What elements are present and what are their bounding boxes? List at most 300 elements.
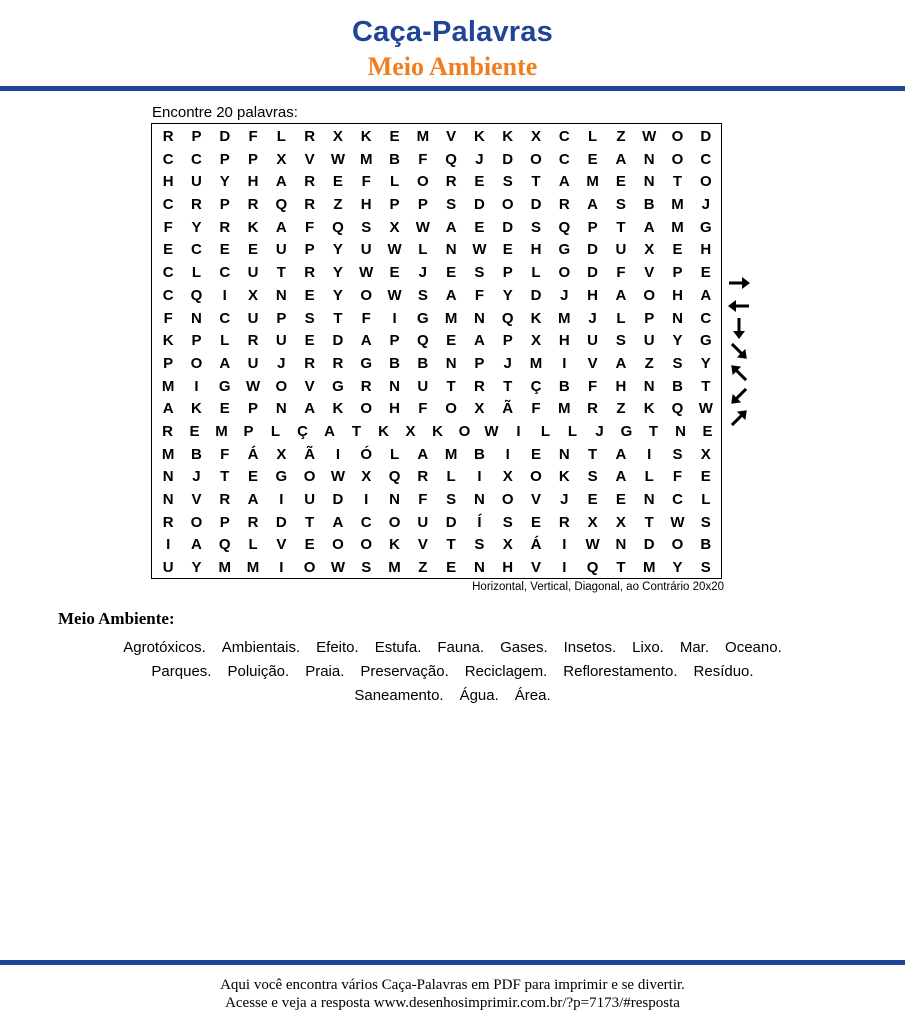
grid-cell: G <box>620 422 633 440</box>
grid-cell: I <box>222 286 227 304</box>
grid-cell: E <box>304 536 315 554</box>
grid-cell: A <box>275 218 287 236</box>
grid-cell: H <box>162 173 174 191</box>
grid-row <box>152 489 721 512</box>
grid-cell: S <box>531 218 542 236</box>
grid-cell: M <box>642 559 656 577</box>
grid-cell: W <box>245 377 261 395</box>
grid-cell: J <box>560 491 569 508</box>
grid-cell: U <box>615 241 627 259</box>
grid-cell: P <box>276 309 287 327</box>
grid-cell: N <box>275 400 287 418</box>
grid-cell: X <box>276 445 287 463</box>
grid-cell: E <box>700 264 711 282</box>
grid-cell: L <box>389 173 400 191</box>
grid-cell: N <box>389 377 400 395</box>
grid-cell: F <box>588 377 598 395</box>
grid-cell: D <box>587 241 599 259</box>
grid-cell: Ç <box>530 377 542 395</box>
grid-cell: Q <box>332 218 344 236</box>
grid-cell: O <box>332 536 344 554</box>
grid-cell: R <box>417 468 429 486</box>
grid-cell: P <box>417 196 428 214</box>
grid-cell: Z <box>418 559 428 577</box>
grid-cell: P <box>502 332 513 350</box>
grid-cell: E <box>446 332 457 350</box>
grid-cell: T <box>305 513 315 531</box>
grid-cell: R <box>162 513 174 531</box>
grid-cell: B <box>700 536 712 554</box>
grid-cell: A <box>324 422 335 440</box>
grid-row <box>152 194 721 217</box>
grid-cell: O <box>558 264 571 282</box>
grid-cell: J <box>418 264 427 282</box>
grid-cell: P <box>191 332 202 350</box>
word-list-item: Gases. <box>500 639 548 656</box>
word-list-line <box>40 660 865 684</box>
grid-cell: E <box>700 468 711 486</box>
grid-cell: F <box>248 128 258 145</box>
grid-cell: T <box>333 309 343 327</box>
grid-cell: U <box>275 332 287 350</box>
word-list-item: Estufa. <box>374 639 422 656</box>
grid-cell: J <box>595 422 604 440</box>
grid-cell: Q <box>501 309 514 327</box>
grid-cell: N <box>445 241 457 259</box>
grid-cell: W <box>387 241 402 259</box>
word-list-item: Mar. <box>679 639 710 656</box>
grid-cell: P <box>219 196 230 214</box>
arrow-down-icon <box>726 317 756 340</box>
grid-cell: J <box>277 354 286 372</box>
grid-cell: T <box>648 422 659 440</box>
grid-cell: Ã <box>502 400 514 418</box>
grid-cell: E <box>304 286 315 304</box>
word-list <box>40 636 865 708</box>
grid-cell: W <box>330 559 346 577</box>
grid-cell: L <box>701 491 711 508</box>
grid-cell: E <box>248 468 259 486</box>
grid-cell: E <box>531 445 542 463</box>
grid-cell: X <box>474 400 485 418</box>
grid-cell: M <box>529 354 543 372</box>
arrow-right-icon <box>726 272 756 295</box>
word-search-grid <box>151 123 722 579</box>
grid-cell: F <box>305 218 315 236</box>
grid-cell: H <box>247 173 259 191</box>
grid-cell: E <box>189 422 200 440</box>
grid-cell: T <box>531 173 541 191</box>
grid-cell: G <box>416 309 429 327</box>
grid-cell: N <box>191 309 202 327</box>
grid-cell: S <box>474 536 485 554</box>
grid-cell: K <box>502 128 514 145</box>
grid-cell: P <box>389 332 400 350</box>
grid-cell: M <box>215 422 228 440</box>
grid-cell: D <box>445 513 457 531</box>
grid-cell: R <box>558 513 570 531</box>
grid-cell: Ó <box>360 445 373 463</box>
grid-cell: X <box>361 468 372 486</box>
grid-cell: K <box>432 422 443 440</box>
grid-cell: R <box>587 400 599 418</box>
grid-cell: Q <box>671 400 684 418</box>
grid-cell: M <box>444 445 458 463</box>
grid-cell: Í <box>477 513 482 531</box>
grid-cell: A <box>445 286 457 304</box>
grid-cell: N <box>162 468 174 486</box>
grid-cell: A <box>219 354 231 372</box>
grid-cell: T <box>616 559 626 577</box>
grid-cell: R <box>558 196 570 214</box>
grid-cell: Y <box>672 332 683 350</box>
grid-cell: Q <box>445 150 457 168</box>
grid-cell: Y <box>219 173 230 191</box>
word-list-item: Lixo. <box>632 639 664 656</box>
grid-cell: R <box>191 196 202 214</box>
grid-cell: G <box>699 218 712 236</box>
grid-cell: A <box>332 513 344 531</box>
grid-cell: N <box>615 536 627 554</box>
grid-cell: A <box>615 286 627 304</box>
grid-cell: O <box>303 468 316 486</box>
grid-cell: K <box>643 400 655 418</box>
grid-cell: A <box>162 400 174 418</box>
grid-cell: S <box>700 513 711 531</box>
grid-cell: U <box>643 332 655 350</box>
grid-cell: T <box>503 377 513 395</box>
grid-cell: I <box>194 377 199 395</box>
word-list-item: Parques. <box>151 663 212 680</box>
grid-cell: D <box>530 286 542 304</box>
footer <box>0 976 905 1012</box>
grid-cell: E <box>702 422 713 440</box>
grid-cell: C <box>558 150 570 168</box>
grid-cell: A <box>247 491 259 508</box>
grid-row <box>152 171 721 194</box>
grid-cell: C <box>191 241 202 259</box>
grid-cell: V <box>644 264 655 282</box>
grid-cell: C <box>162 150 174 168</box>
grid-cell: M <box>161 377 175 395</box>
grid-cell: R <box>304 128 316 145</box>
grid-cell: E <box>446 264 457 282</box>
grid-cell: P <box>243 422 254 440</box>
grid-cell: L <box>531 264 541 282</box>
grid-cell: I <box>279 559 284 577</box>
grid-cell: E <box>474 173 485 191</box>
word-list-line <box>40 684 865 708</box>
grid-cell: M <box>218 559 231 577</box>
grid-cell: L <box>276 128 286 145</box>
grid-cell: B <box>417 354 429 372</box>
grid-cell: P <box>389 196 400 214</box>
grid-cell: R <box>304 264 316 282</box>
grid-cell: N <box>275 286 287 304</box>
grid-cell: Z <box>616 128 626 145</box>
grid-cell: E <box>219 400 230 418</box>
grid-cell: W <box>415 218 430 236</box>
grid-cell: L <box>588 128 598 145</box>
grid-cell: L <box>220 332 230 350</box>
grid-cell: D <box>700 128 712 145</box>
word-list-item: Agrotóxicos. <box>123 639 206 656</box>
grid-cell: O <box>416 173 429 191</box>
grid-cell: O <box>671 536 684 554</box>
grid-cell: X <box>531 332 542 350</box>
grid-cell: M <box>586 173 599 191</box>
grid-cell: P <box>248 400 259 418</box>
grid-cell: K <box>558 468 570 486</box>
grid-cell: P <box>672 264 683 282</box>
grid-cell: K <box>389 536 400 554</box>
grid-cell: N <box>389 491 400 508</box>
page-subtitle: Meio Ambiente <box>367 52 538 81</box>
grid-row <box>152 376 721 399</box>
grid-cell: P <box>219 513 230 531</box>
grid-cell: D <box>643 536 655 554</box>
grid-cell: R <box>162 422 173 440</box>
grid-cell: L <box>248 536 258 554</box>
grid-cell: K <box>360 128 372 145</box>
grid-row <box>152 444 721 467</box>
grid-cell: W <box>330 468 346 486</box>
grid-cell: W <box>359 264 374 282</box>
grid-cell: T <box>351 422 362 440</box>
grid-cell: H <box>389 400 400 418</box>
grid-cell: Z <box>333 196 343 214</box>
grid-cell: C <box>191 150 202 168</box>
grid-cell: E <box>163 241 174 259</box>
grid-cell: O <box>530 150 542 168</box>
footer-line-1: Aqui você encontra vários Caça-Palavras em PDF para imprimir e se divertir. <box>220 977 685 993</box>
grid-cell: Q <box>388 468 401 486</box>
grid-cell: J <box>475 150 484 168</box>
grid-cell: M <box>444 309 458 327</box>
grid-cell: L <box>389 445 400 463</box>
grid-cell: X <box>644 241 655 259</box>
grid-cell: P <box>304 241 315 259</box>
grid-cell: E <box>389 264 400 282</box>
grid-cell: M <box>246 559 260 577</box>
grid-cell: U <box>162 559 174 577</box>
grid-cell: T <box>276 264 286 282</box>
grid-cell: F <box>163 218 173 236</box>
grid-cell: R <box>162 128 174 145</box>
grid-row <box>152 285 721 308</box>
grid-cell: V <box>446 128 457 145</box>
grid-cell: Y <box>502 286 513 304</box>
grid-cell: K <box>378 422 389 440</box>
grid-cell: W <box>670 513 685 531</box>
grid-cell: U <box>360 241 372 259</box>
grid-cell: D <box>502 218 514 236</box>
grid-cell: O <box>445 400 457 418</box>
grid-cell: B <box>389 354 400 372</box>
grid-cell: U <box>247 354 259 372</box>
grid-cell: H <box>615 377 627 395</box>
grid-cell: D <box>332 332 344 350</box>
grid-cell: I <box>477 468 482 486</box>
grid-cell: E <box>332 173 343 191</box>
word-list-item: Área. <box>514 687 551 704</box>
grid-cell: S <box>672 354 683 372</box>
grid-cell: M <box>671 196 684 214</box>
grid-cell: F <box>474 286 484 304</box>
grid-cell: O <box>190 513 203 531</box>
grid-cell: V <box>417 536 428 554</box>
arrow-left-icon <box>726 295 756 318</box>
grid-cell: Y <box>700 354 711 372</box>
grid-cell: R <box>445 173 457 191</box>
grid-cell: N <box>473 559 485 577</box>
grid-cell: Y <box>191 559 202 577</box>
grid-cell: C <box>558 128 570 145</box>
grid-cell: K <box>247 218 259 236</box>
grid-cell: E <box>531 513 542 531</box>
grid-cell: E <box>615 173 626 191</box>
grid-cell: D <box>332 491 344 508</box>
grid-cell: U <box>417 513 429 531</box>
grid-cell: R <box>332 354 344 372</box>
grid-cell: L <box>540 422 551 440</box>
grid-cell: Q <box>558 218 571 236</box>
grid-cell: S <box>361 559 372 577</box>
word-list-item: Efeito. <box>316 639 359 656</box>
grid-cell: M <box>388 559 401 577</box>
grid-cell: O <box>388 513 401 531</box>
grid-cell: I <box>562 559 567 577</box>
grid-cell: O <box>530 468 542 486</box>
grid-cell: U <box>275 241 287 259</box>
grid-cell: T <box>220 468 230 486</box>
grid-cell: D <box>219 128 231 145</box>
grid-cell: K <box>191 400 202 418</box>
grid-cell: W <box>642 128 657 145</box>
arrow-down-right-icon <box>726 340 756 363</box>
grid-cell: J <box>560 286 569 304</box>
grid-rows <box>152 124 721 580</box>
grid-cell: O <box>303 559 316 577</box>
grid-cell: O <box>671 128 684 145</box>
grid-row <box>152 398 721 421</box>
grid-cell: T <box>672 173 683 191</box>
grid-cell: X <box>700 445 711 463</box>
grid-cell: C <box>700 309 712 327</box>
grid-cell: S <box>361 218 372 236</box>
grid-cell: X <box>587 513 598 531</box>
grid-cell: E <box>672 241 683 259</box>
word-list-item: Fauna. <box>437 639 485 656</box>
grid-cell: O <box>360 286 373 304</box>
arrow-up-left-icon <box>726 362 756 385</box>
grid-row <box>152 353 721 376</box>
grid-cell: D <box>275 513 287 531</box>
grid-cell: V <box>276 536 287 554</box>
grid-cell: C <box>672 491 683 508</box>
grid-cell: L <box>616 309 626 327</box>
word-list-item: Saneamento. <box>354 687 444 704</box>
grid-cell: M <box>416 128 430 145</box>
grid-cell: O <box>458 422 471 440</box>
grid-cell: B <box>558 377 570 395</box>
grid-cell: S <box>446 491 457 508</box>
grid-cell: W <box>698 400 713 418</box>
grid-cell: N <box>558 445 570 463</box>
grid-cell: O <box>501 491 514 508</box>
grid-cell: P <box>191 128 202 145</box>
grid-cell: V <box>531 491 542 508</box>
grid-cell: I <box>647 445 652 463</box>
grid-cell: X <box>405 422 416 440</box>
grid-row <box>152 534 721 557</box>
grid-cell: Q <box>416 332 429 350</box>
grid-cell: Q <box>218 536 231 554</box>
grid-cell: X <box>332 128 343 145</box>
grid-cell: V <box>191 491 202 508</box>
grid-cell: L <box>644 468 654 486</box>
grid-cell: G <box>360 354 373 372</box>
grid-cell: J <box>701 196 710 214</box>
grid-cell: S <box>474 264 485 282</box>
grid-cell: A <box>275 173 287 191</box>
grid-row <box>152 512 721 535</box>
grid-cell: M <box>359 150 373 168</box>
grid-cell: F <box>418 400 428 418</box>
grid-cell: U <box>417 377 429 395</box>
grid-cell: A <box>615 468 627 486</box>
grid-cell: C <box>360 513 372 531</box>
grid-cell: A <box>304 400 316 418</box>
grid-cell: C <box>219 309 231 327</box>
grid-cell: N <box>643 150 655 168</box>
word-list-heading: Meio Ambiente: <box>58 609 175 628</box>
grid-cell: A <box>473 332 485 350</box>
grid-cell: A <box>445 218 457 236</box>
grid-cell: D <box>473 196 485 214</box>
grid-cell: R <box>247 332 259 350</box>
grid-cell: J <box>192 468 201 486</box>
grid-cell: J <box>588 309 597 327</box>
grid-cell: B <box>191 445 202 463</box>
grid-cell: S <box>615 196 626 214</box>
grid-cell: R <box>360 377 372 395</box>
grid-cell: V <box>531 559 542 577</box>
grid-cell: V <box>304 377 315 395</box>
grid-cell: F <box>361 173 371 191</box>
grid-cell: B <box>473 445 485 463</box>
grid-cell: D <box>530 196 542 214</box>
grid-cell: S <box>587 468 598 486</box>
grid-row <box>152 330 721 353</box>
grid-cell: A <box>615 354 627 372</box>
grid-cell: O <box>275 377 288 395</box>
grid-cell: H <box>558 332 570 350</box>
grid-cell: U <box>587 332 599 350</box>
grid-cell: H <box>360 196 372 214</box>
grid-cell: C <box>219 264 231 282</box>
grid-cell: I <box>562 536 567 554</box>
puzzle-caption: Horizontal, Vertical, Diagonal, ao Contrário 20x20 <box>472 581 724 593</box>
footer-line-2: Acesse e veja a resposta www.desenhosimprimir.com.br/?p=7173/#resposta <box>225 995 680 1011</box>
grid-cell: P <box>502 264 513 282</box>
grid-cell: P <box>219 150 230 168</box>
word-list-item: Resíduo. <box>693 663 754 680</box>
direction-legend <box>726 272 756 430</box>
grid-cell: E <box>587 491 598 508</box>
grid-cell: F <box>418 150 428 168</box>
grid-cell: Y <box>332 264 343 282</box>
